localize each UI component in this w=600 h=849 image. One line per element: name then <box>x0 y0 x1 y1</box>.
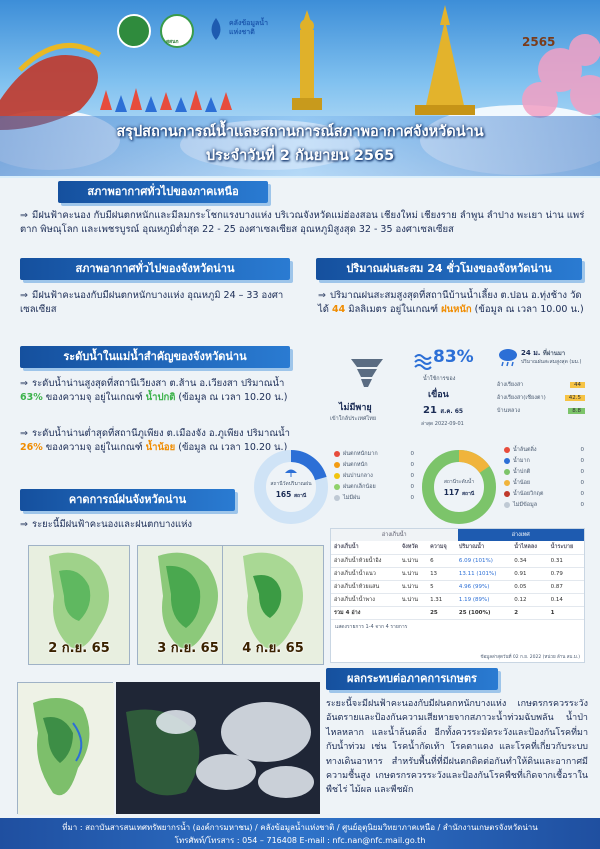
cell: อ่างเก็บน้ำห้วยน้ำอิง <box>331 554 399 567</box>
forecast-header: คาดการณ์ฝนจังหวัดน่าน <box>20 489 235 511</box>
rain-level: ฝนหนัก <box>441 304 472 315</box>
tornado-icon <box>347 353 387 393</box>
cell: อ่างเก็บน้ำน้ำพาง <box>331 593 399 606</box>
cell: 4.96 (99%) <box>456 580 511 593</box>
item1-pct: 63% <box>20 392 43 403</box>
forecast-map-label: 2 ก.ย. 65 <box>48 641 110 656</box>
donut1-number: 165 <box>275 490 292 499</box>
arrow-right-icon: ⇒ <box>20 428 28 439</box>
item2-pct: 26% <box>20 442 43 453</box>
water-drop-icon <box>205 16 227 42</box>
cell <box>399 606 427 619</box>
rain-row-label: อ้างเรียงสา(เชียงตา) <box>497 394 546 401</box>
rain-row-value: 44 <box>570 382 585 388</box>
legend-item <box>504 477 584 488</box>
legend-item <box>504 488 584 499</box>
page-subtitle-date: ประจำวันที่ 2 กันยายน 2565 <box>205 148 395 164</box>
legend-dot <box>504 502 510 508</box>
forecast-map-1 <box>28 545 130 665</box>
legend-dot <box>504 469 510 475</box>
nan-weather-text <box>20 289 290 317</box>
cell: 0.12 <box>511 593 547 606</box>
umbrella-icon <box>284 466 298 478</box>
table-row <box>331 580 584 593</box>
nhc-logo <box>205 16 275 46</box>
north-weather-body: มีฝนฟ้าคะนอง กับมีฝนตกหนักและมีลมกระโชกแรงบางแห่ง บริเวณจังหวัดแม่ฮ่องสอน เชียงใหม่ เชียงราย ลำพูน ลำปาง พะเยา น่าน แพร่ ตาก พิษณุโลก และเพชรบูรณ์ อุณหภูมิต่ำสุด 22 - 25 องศาเซลเซียส อุณหภูมิสูงสุด 32 - 35 องศาเซลเซียส <box>20 210 585 235</box>
col-volume: ปริมาณน้ำ <box>456 541 511 554</box>
rain-rows <box>497 378 585 417</box>
rain-row <box>497 404 585 417</box>
date-sub: ล่าสุด 2022-09-01 <box>421 421 464 427</box>
legend-item <box>334 481 414 492</box>
footer <box>0 818 600 849</box>
arrow-right-icon: ⇒ <box>20 210 28 221</box>
item1-a: ระดับน้ำน่านสูงสุดที่สถานีเวียงสา ต.ส้าน อ.เวียงสา ปริมาณน้ำ <box>31 378 285 389</box>
item1-c: (ข้อมูล ณ เวลา 10.20 น.) <box>175 392 288 403</box>
storm-sub: เข้าใกล้ประเทศไทย <box>330 416 377 422</box>
cell: 0.87 <box>548 580 584 593</box>
cell: 25 <box>427 606 456 619</box>
legend-value: 0 <box>580 490 584 497</box>
date-day <box>423 405 463 416</box>
donut2-value <box>420 488 498 498</box>
cell: 2 <box>511 606 547 619</box>
legend-value: 0 <box>410 472 414 479</box>
north-weather-header: สภาพอากาศทั่วไปของภาคเหนือ <box>58 181 268 203</box>
cell: 1 <box>548 606 584 619</box>
cell: 25 (100%) <box>456 606 511 619</box>
cell: 0.34 <box>511 554 547 567</box>
legend-dot <box>504 458 510 464</box>
rain-text-c: (ข้อมูล ณ เวลา 10.00 น.) <box>471 304 584 315</box>
donut2-label: สถานีระดับน้ำ <box>443 479 475 485</box>
legend-item <box>504 466 584 477</box>
legend-dot <box>334 451 340 457</box>
temp-unit: ม. <box>533 349 541 357</box>
legend-item <box>504 444 584 455</box>
col-inflow: น้ำไหลลง <box>511 541 547 554</box>
reservoir-table <box>331 541 584 620</box>
date-day-num: 21 <box>423 405 437 416</box>
cell: น.น่าน <box>399 567 427 580</box>
cell: 1.19 (89%) <box>456 593 511 606</box>
col-province: จังหวัด <box>399 541 427 554</box>
legend-value: 0 <box>580 479 584 486</box>
legend-label: น้ำน้อยวิกฤต <box>513 490 544 497</box>
river-level-item-1 <box>20 377 295 405</box>
forecast-map-3 <box>222 545 324 665</box>
legend-dot <box>504 447 510 453</box>
item2-b: ของความจุ อยู่ในเกณฑ์ <box>42 442 146 453</box>
page-title: สรุปสถานการณ์น้ำและสถานการณ์สภาพอากาศจังหวัดน่าน <box>116 124 484 140</box>
table-tabs <box>331 529 584 541</box>
satellite-image <box>116 682 320 814</box>
water-wave-icon <box>413 351 433 371</box>
table-pagination[interactable]: แสดงรายการ 1-4 จาก 4 รายการ <box>335 623 408 630</box>
donut2-unit: สถานี <box>461 491 475 497</box>
cell: 6 <box>427 554 456 567</box>
dam-name: เขื่อน <box>428 390 449 400</box>
region-map-graphic <box>18 683 114 815</box>
title-band <box>0 116 600 176</box>
cell: อ่างเก็บน้ำน้ำแนว <box>331 567 399 580</box>
cell: 0.91 <box>511 567 547 580</box>
cloud-rain-icon <box>497 347 519 367</box>
table-header-row <box>331 541 584 554</box>
org-logo-2 <box>160 14 194 48</box>
tab-reservoir[interactable]: อ่างเก็บน้ำ <box>331 529 458 541</box>
agri-text: ระยะนี้จะมีฝนฟ้าคะนองกับมีฝนตกหนักบางแห่ง เกษตรกรควรระวังอันตรายและป้องกันความเสียหายจากสภาวะน้ำท่วมฉับพลัน น้ำป่าไหลหลาก และน้ำล้นตลิ่ง อีกทั้งควรระมัดระวังและป้องกันโรคที่มากับน้ำท่วม เช่น โรคน้ำกัดเท้า โรคตาแดง และโรคที่เกี่ยวกับระบบทางเดินอาหาร สำหรับพื้นที่ที่มีฝนตกติดต่อกันทำให้ดินและอากาศมีความชื้นสูง เกษตรกรควรระวังและป้องกันโรคพืชที่เกิดจากเชื้อราในพืชไร่ ไม้ผล และพืชผัก <box>326 699 588 796</box>
legend-label: ฝนตกหนักมาก <box>343 450 378 457</box>
rain-value: 44 <box>331 304 346 315</box>
org-logo-2-text: สสนก <box>166 39 179 45</box>
legend-label: ฝนปานกลาง <box>343 472 373 479</box>
dam-percent: 83% <box>433 347 474 367</box>
forecast-body: ระยะนี้มีฝนฟ้าคะนองและฝนตกบางแห่ง <box>31 519 193 530</box>
cell: 0.31 <box>548 554 584 567</box>
donut1-value <box>252 490 330 500</box>
legend-dot <box>334 473 340 479</box>
forecast-map-label: 3 ก.ย. 65 <box>157 641 219 656</box>
nan-weather-body: มีฝนฟ้าคะนองกับมีฝนตกหนักบางแห่ง อุณหภูมิ 24 – 33 องศาเซลเซียส <box>20 290 284 315</box>
legend-item <box>334 448 414 459</box>
rain-station-donut <box>252 448 330 526</box>
legend-item <box>504 455 584 466</box>
donut1-unit: สถานี <box>293 493 307 499</box>
legend-label: ฝนตกเล็กน้อย <box>343 483 376 490</box>
arrow-right-icon: ⇒ <box>20 290 28 301</box>
footer-source: ที่มา : สถาบันสารสนเทศทรัพยากรน้ำ (องค์การมหาชน) / คลังข้อมูลน้ำแห่งชาติ / ศูนย์อุตุนิยมวิทยาภาคเหนือ / สำนักงานเกษตรจังหวัดน่าน <box>62 823 538 832</box>
legend-label: ฝนตกหนัก <box>343 461 368 468</box>
donut2-legend <box>504 444 584 510</box>
donut-chart <box>420 448 498 526</box>
rain-row-value: 8.8 <box>568 408 585 414</box>
cell: 0.05 <box>511 580 547 593</box>
forecast-text <box>20 518 250 532</box>
rain-row <box>497 391 585 404</box>
satellite-graphic <box>116 682 320 814</box>
cell: น.น่าน <box>399 554 427 567</box>
table-total-row <box>331 606 584 619</box>
legend-value: 0 <box>580 468 584 475</box>
reservoir-table-card <box>330 528 585 663</box>
cell: 5 <box>427 580 456 593</box>
legend-value: 0 <box>410 461 414 468</box>
table-note: ข้อมูลล่าสุดวันที่ 02 ก.ย. 2022 (หน่วย ล้าน ลบ.ม.) <box>480 655 580 660</box>
footer-contact: โทรศัพท์/โทรสาร : 054 – 716408 E-mail : nfc.nan@nfc.mail.go.th <box>174 836 426 845</box>
donut2-number: 117 <box>443 488 460 497</box>
item1-level: น้ำปกติ <box>145 392 176 403</box>
legend-dot <box>504 480 510 486</box>
cell: 13.11 (101%) <box>456 567 511 580</box>
legend-dot <box>504 491 510 497</box>
year-badge: 2565 <box>522 35 556 49</box>
legend-value: 0 <box>580 501 584 508</box>
arrow-right-icon: ⇒ <box>20 378 28 389</box>
rain-text-a: ปริมาณฝนสะสมสูงสุดที่สถานีบ้านน้ำเลี้ยง ต.ปอน อ.ทุ่งช้าง วัดได้ <box>318 290 582 315</box>
rain-row <box>497 378 585 391</box>
donut1-label: สถานีวัดปริมาณฝน <box>270 481 312 487</box>
arrow-right-icon: ⇒ <box>20 519 28 530</box>
water-station-donut <box>420 448 498 526</box>
legend-label: น้ำล้นตลิ่ง <box>513 446 537 453</box>
date-month: ส.ค. 65 <box>440 408 464 415</box>
legend-value: 0 <box>410 483 414 490</box>
rain-row-label: บ้านหลวง <box>497 407 521 414</box>
legend-dot <box>334 484 340 490</box>
legend-label: ไม่มีฝน <box>343 494 360 501</box>
rain-row-value: 42.5 <box>565 395 585 401</box>
cell: อ่างเก็บน้ำห้วยแสน <box>331 580 399 593</box>
river-level-header: ระดับน้ำในแม่น้ำสำคัญของจังหวัดน่าน <box>20 346 290 368</box>
temp-sub: ปริมาณฝนสะสมสูงสุด (มม.) <box>521 359 582 365</box>
legend-item <box>334 470 414 481</box>
nan-weather-header: สภาพอากาศทั่วไปของจังหวัดน่าน <box>20 258 290 280</box>
legend-item <box>334 459 414 470</box>
item2-level: น้ำน้อย <box>145 442 176 453</box>
cell: 1.31 <box>427 593 456 606</box>
agri-header: ผลกระทบต่อภาคการเกษตร <box>326 668 498 690</box>
table-row <box>331 554 584 567</box>
legend-dot <box>334 495 340 501</box>
org-logo-1 <box>117 14 151 48</box>
tab-reservoir-other[interactable]: อ่างเทศ <box>458 529 585 541</box>
forecast-map-label: 4 ก.ย. 65 <box>242 641 304 656</box>
forecast-region-map <box>17 682 113 814</box>
cell: 6.09 (101%) <box>456 554 511 567</box>
rain-24h-header: ปริมาณฝนสะสม 24 ชั่วโมงของจังหวัดน่าน <box>316 258 582 280</box>
temp-num: 24 <box>521 349 531 357</box>
legend-label: น้ำมาก <box>513 457 530 464</box>
legend-item <box>504 499 584 510</box>
legend-value: 0 <box>410 494 414 501</box>
nhc-logo-text: คลังข้อมูลน้ำแห่งชาติ <box>229 19 268 36</box>
table-row <box>331 593 584 606</box>
rain-24h-text <box>318 289 588 317</box>
legend-label: ไม่มีข้อมูล <box>513 501 538 508</box>
col-reservoir: อ่างเก็บน้ำ <box>331 541 399 554</box>
legend-value: 0 <box>580 457 584 464</box>
legend-value: 0 <box>580 446 584 453</box>
rain-text-b: มิลลิเมตร อยู่ในเกณฑ์ <box>345 304 442 315</box>
col-outflow: น้ำระบาย <box>548 541 584 554</box>
cell: น.น่าน <box>399 580 427 593</box>
item2-c: (ข้อมูล ณ เวลา 10.20 น.) <box>175 442 288 453</box>
legend-label: น้ำปกติ <box>513 468 531 475</box>
col-capacity: ความจุ <box>427 541 456 554</box>
cell: 0.79 <box>548 567 584 580</box>
legend-item <box>334 492 414 503</box>
item1-b: ของความจุ อยู่ในเกณฑ์ <box>42 392 146 403</box>
table-row <box>331 567 584 580</box>
cell: รวม 4 อ่าง <box>331 606 399 619</box>
donut1-legend <box>334 448 414 503</box>
storm-label: ไม่มีพายุ <box>339 403 372 413</box>
legend-label: น้ำน้อย <box>513 479 531 486</box>
dam-label: น้ำใช้การของ <box>423 376 456 382</box>
cell: 0.14 <box>548 593 584 606</box>
cell: น.น่าน <box>399 593 427 606</box>
cell: 13 <box>427 567 456 580</box>
arrow-right-icon: ⇒ <box>318 290 326 301</box>
temp-label: ที่ผ่านมา <box>542 350 566 357</box>
item2-a: ระดับน้ำน่านต่ำสุดที่สถานีภูเพียง ต.เมืองจัง อ.ภูเพียง ปริมาณน้ำ <box>31 428 290 439</box>
north-weather-text <box>20 209 586 237</box>
legend-dot <box>334 462 340 468</box>
rain-row-label: อ้างเรียงสา <box>497 381 524 388</box>
legend-value: 0 <box>410 450 414 457</box>
